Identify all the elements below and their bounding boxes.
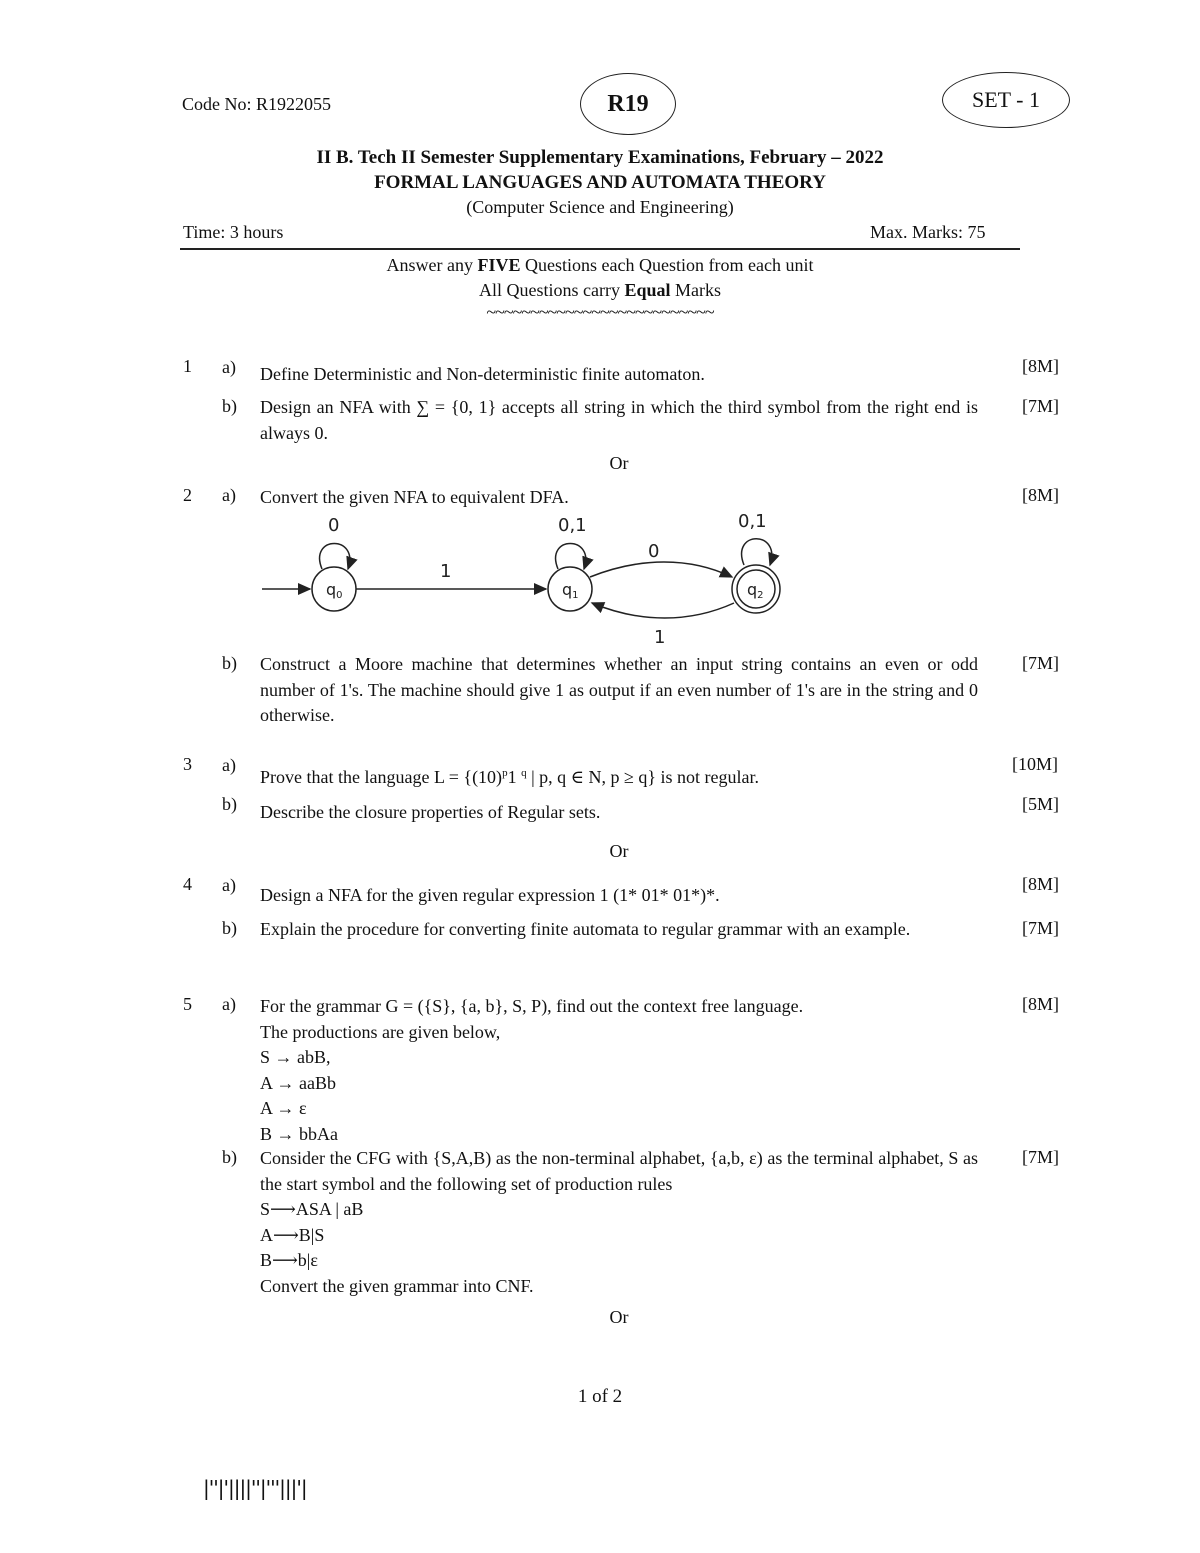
page-number: 1 of 2: [577, 1386, 623, 1407]
question-1b-marks: [7M]: [1022, 396, 1059, 416]
question-4b-text: Explain the procedure for converting finite automata to regular grammar with an example.: [260, 919, 911, 939]
question-1a-text: Define Deterministic and Non-deterministic finite automaton.: [260, 364, 705, 384]
q5b-last-line: Convert the given grammar into CNF.: [260, 1275, 534, 1296]
or-separator-2: Or: [609, 841, 629, 861]
q5a-production-3: A → ε: [260, 1098, 307, 1118]
question-3a-marks: [10M]: [1012, 754, 1058, 774]
q3a-sup-q: q: [521, 767, 527, 779]
question-2a-text: Convert the given NFA to equivalent DFA.: [260, 487, 569, 507]
question-5a-text: [260, 994, 978, 1147]
question-5a-part: a): [222, 994, 236, 1014]
question-2b-marks: [7M]: [1022, 653, 1059, 673]
instruction-line-1: [0, 255, 1200, 276]
barcode: |''|'||||''|'''|||'|: [203, 1476, 307, 1500]
q0-q1-label: 1: [440, 561, 452, 582]
question-2b-part: b): [222, 653, 237, 673]
question-5b-marks: [7M]: [1022, 1147, 1059, 1167]
q5b-production-2: A⟶B|S: [260, 1224, 325, 1245]
header-divider: [180, 248, 1020, 250]
question-2b-text: Construct a Moore machine that determines whether an input string contains an even or odd number of 1's. The machine should give 1 as output if an even number of 1's are in the string and 0 otherwise.: [260, 654, 978, 725]
subject-title: FORMAL LANGUAGES AND AUTOMATA THEORY: [374, 172, 826, 193]
tilde-divider: ~~~~~~~~~~~~~~~~~~~~~~~~~~: [486, 302, 714, 322]
q2-q1-label: 1: [654, 627, 666, 648]
regulation-badge: [580, 73, 676, 135]
question-4a-part: a): [222, 875, 236, 895]
question-3b-marks: [5M]: [1022, 794, 1059, 814]
or-separator-1: Or: [609, 453, 629, 473]
question-3a-part: a): [222, 755, 236, 775]
q5b-production-1: S⟶ASA | aB: [260, 1199, 364, 1219]
set-label: SET - 1: [971, 87, 1041, 112]
code-number: Code No: R1922055: [182, 94, 332, 114]
question-2a-marks: [8M]: [1022, 485, 1059, 505]
loop-q1: [556, 544, 586, 570]
q1-loop-label: 0,1: [558, 515, 587, 536]
edge-q1-q2: [590, 562, 732, 577]
instruction-2-bold: Equal: [624, 280, 671, 300]
q5a-line2: The productions are given below,: [260, 1021, 501, 1042]
instruction-2-post: Marks: [670, 280, 721, 300]
instruction-2-pre: All Questions carry: [479, 280, 625, 300]
set-badge: [942, 72, 1070, 128]
q0-loop-label: 0: [328, 515, 340, 536]
edge-q2-q1: [592, 603, 734, 618]
q5a-production-1: S → abB,: [260, 1047, 331, 1067]
loop-q2: [742, 539, 772, 565]
question-5b-part: b): [222, 1147, 237, 1167]
q3a-sup-p: p: [502, 767, 508, 779]
question-1a-marks: [8M]: [1022, 356, 1059, 376]
branch-name: (Computer Science and Engineering): [466, 197, 734, 217]
question-1b-part: b): [222, 396, 237, 416]
question-1a-part: a): [222, 357, 236, 377]
question-1b-text: Design an NFA with ∑ = {0, 1} accepts all string in which the third symbol from the right end is always 0.: [260, 397, 978, 443]
question-5b-text: [260, 1146, 978, 1299]
instruction-1-post: Questions each Question from each unit: [520, 255, 814, 275]
question-5-number: 5: [183, 994, 192, 1014]
instruction-1-bold: FIVE: [477, 255, 521, 275]
question-1-number: 1: [183, 356, 192, 376]
question-4b-marks: [7M]: [1022, 918, 1059, 938]
question-4a-marks: [8M]: [1022, 874, 1059, 894]
q1-q2-label: 0: [648, 541, 660, 562]
question-4b-part: b): [222, 918, 237, 938]
or-separator-3: Or: [609, 1307, 629, 1327]
q5b-line1: Consider the CFG with {S,A,B) as the non-terminal alphabet, {a,b, ε) as the terminal alphabet, S as the start symbol and the following set of production rules: [260, 1148, 978, 1194]
question-2-number: 2: [183, 485, 192, 505]
exam-title: II B. Tech II Semester Supplementary Examinations, February – 2022: [316, 147, 884, 168]
question-5a-marks: [8M]: [1022, 994, 1059, 1014]
question-4a-text: Design a NFA for the given regular expression 1 (1* 01* 01*)*.: [260, 885, 720, 905]
regulation-label: R19: [607, 90, 649, 117]
question-3b-text: Describe the closure properties of Regular sets.: [260, 802, 601, 822]
question-3-number: 3: [183, 754, 192, 774]
question-3b-part: b): [222, 794, 237, 814]
loop-q0: [320, 544, 350, 570]
q3a-text-post: | p, q ∈ N, p ≥ q} is not regular.: [526, 767, 759, 787]
q3a-text-pre: Prove that the language L = {(10): [260, 767, 503, 787]
instruction-line-2: [0, 280, 1200, 301]
q5a-production-4: B → bbAa: [260, 1123, 338, 1144]
max-marks: Max. Marks: 75: [870, 222, 986, 242]
q2-label: q2: [747, 580, 764, 601]
q5a-production-2: A → aaBb: [260, 1072, 336, 1093]
nfa-diagram: [250, 505, 810, 655]
q5a-line1: For the grammar G = ({S}, {a, b}, S, P), find out the context free language.: [260, 996, 804, 1016]
exam-time: Time: 3 hours: [183, 222, 284, 242]
question-4-number: 4: [183, 874, 192, 894]
instruction-1-pre: Answer any: [386, 255, 478, 275]
q3a-text-mid: 1: [507, 767, 522, 787]
q0-label: q0: [326, 580, 343, 601]
q5b-production-3: B⟶b|ε: [260, 1250, 318, 1270]
q1-label: q1: [562, 580, 579, 601]
q2-loop-label: 0,1: [738, 511, 767, 532]
question-3a-text: [260, 761, 978, 791]
question-2a-part: a): [222, 485, 236, 505]
